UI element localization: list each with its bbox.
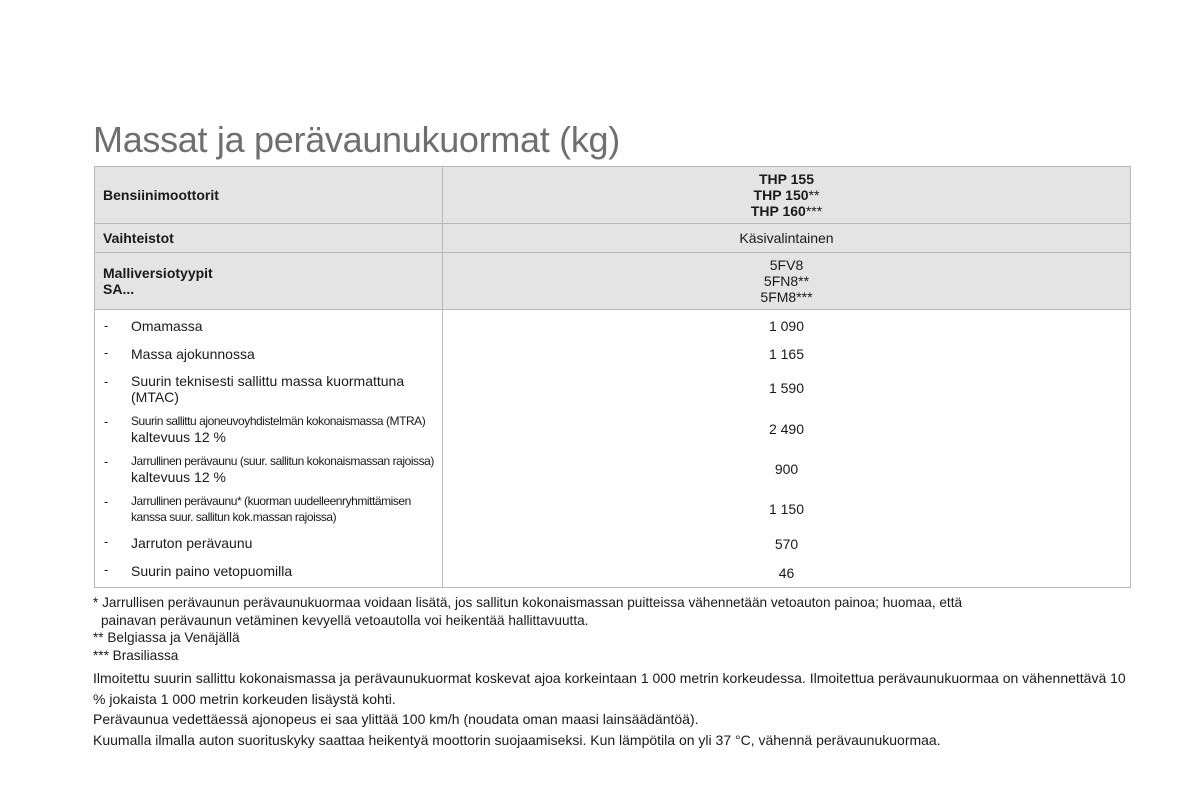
row-label: Jarruton perävaunu <box>131 534 253 551</box>
bullet-dash: - <box>104 493 109 509</box>
footnotes <box>93 594 1133 750</box>
row-label <box>131 453 434 485</box>
type-value: 5FN8** <box>763 273 810 289</box>
engine-mark: *** <box>805 203 823 219</box>
list-item <box>95 313 442 340</box>
page-title: Massat ja perävaunukuormat (kg) <box>93 119 620 160</box>
engine-mark: ** <box>808 187 820 203</box>
list-item <box>95 340 442 369</box>
mass-block <box>95 310 1131 588</box>
engine-name: THP 160 <box>750 203 806 219</box>
row-value: 2 490 <box>768 420 805 437</box>
row-label-line2: (MTAC) <box>131 388 179 405</box>
bullet-dash: - <box>104 561 109 577</box>
list-item <box>95 489 442 529</box>
paragraph-speed: Perävaunua vedettäessä ajonopeus ei saa ylittää 100 km/h (noudata oman maasi lainsäädäntöä). <box>93 711 699 727</box>
row-label-line1: Suurin teknisesti sallittu massa kuormattuna <box>131 372 405 389</box>
bullet-dash: - <box>104 533 109 549</box>
list-item <box>95 529 442 557</box>
footnote-star2: ** Belgiassa ja Venäjällä <box>93 630 240 645</box>
row-value: 46 <box>778 565 795 581</box>
row-value: 1 150 <box>768 501 805 517</box>
type-label-line2: SA... <box>103 281 135 297</box>
gearbox-row <box>95 224 1131 253</box>
list-item <box>95 409 442 449</box>
row-label <box>131 413 425 445</box>
row-label-line1: Jarrullinen perävaunu (suur. sallitun kokonaismassan rajoissa) <box>131 453 434 468</box>
row-label-line2: kaltevuus 12 % <box>131 428 226 445</box>
row-label <box>131 493 411 525</box>
row-value: 1 090 <box>768 317 805 334</box>
engine-row <box>95 167 1131 224</box>
type-value: 5FM8*** <box>760 289 813 305</box>
engine-thp155 <box>443 171 1130 187</box>
row-label-line2: kaltevuus 12 % <box>131 468 226 485</box>
row-label <box>131 373 404 405</box>
gearbox-label: Vaihteistot <box>95 224 443 253</box>
row-label: Massa ajokunnossa <box>131 346 255 362</box>
row-label-line1: Jarrullinen perävaunu* (kuorman uudelleenryhmittämisen <box>131 493 411 508</box>
paragraph-altitude: Ilmoitettu suurin sallittu kokonaismassa ja perävaunukuormat koskevat ajoa korkeintaan 1 000 metrin korkeudessa. Ilmoitettua perävaunukuormaa on vähennettävä 10 % jokaista 1 000 metrin korkeuden lisäystä kohti. <box>93 670 1126 707</box>
engine-thp150 <box>443 187 1130 203</box>
mass-table <box>94 166 1131 588</box>
type-row <box>95 253 1131 310</box>
row-value: 1 590 <box>768 380 805 396</box>
list-item <box>95 369 442 409</box>
bullet-dash: - <box>104 373 109 389</box>
paragraph-heat: Kuumalla ilmalla auton suorituskyky saattaa heikentyä moottorin suojaamiseksi. Kun lämpötila on yli 37 °C, vähennä perävaunukuormaa. <box>93 731 941 748</box>
mass-values <box>443 310 1131 588</box>
row-value: 570 <box>774 535 799 552</box>
engine-values <box>443 167 1131 224</box>
type-label-line1: Malliversiotyypit <box>103 265 213 281</box>
row-value: 900 <box>774 460 799 477</box>
engine-name: THP 150 <box>753 187 809 203</box>
engine-name: THP 155 <box>759 171 814 187</box>
mass-labels <box>95 310 443 588</box>
row-label-line2: kanssa suur. sallitun kok.massan rajoissa) <box>131 509 337 524</box>
bullet-dash: - <box>104 344 109 360</box>
engine-thp160 <box>443 203 1130 219</box>
bullet-dash: - <box>104 413 109 429</box>
bullet-dash: - <box>104 453 109 469</box>
footnote-star3: *** Brasiliassa <box>93 647 179 663</box>
row-label-line1: Suurin sallittu ajoneuvoyhdistelmän kokonaismassa (MTRA) <box>131 413 426 428</box>
type-values <box>443 253 1131 310</box>
bullet-dash: - <box>104 317 109 333</box>
list-item <box>95 449 442 489</box>
row-value: 1 165 <box>768 345 805 362</box>
row-label: Suurin paino vetopuomilla <box>131 562 293 579</box>
list-item <box>95 557 442 585</box>
footnote-star1: * Jarrullisen perävaunun perävaunukuormaa voidaan lisätä, jos sallitun kokonaismassan puitteissa vähennetään vetoauton painoa; huomaa, että <box>93 595 963 610</box>
engine-label: Bensiinimoottorit <box>95 167 443 224</box>
gearbox-value: Käsivalintainen <box>443 224 1131 253</box>
type-label <box>95 253 443 310</box>
row-label: Omamassa <box>131 318 203 334</box>
footnote-star1-cont: painavan perävaunun vetäminen kevyellä vetoautolla voi heikentää hallittavuutta. <box>101 612 589 628</box>
type-value: 5FV8 <box>769 257 804 273</box>
